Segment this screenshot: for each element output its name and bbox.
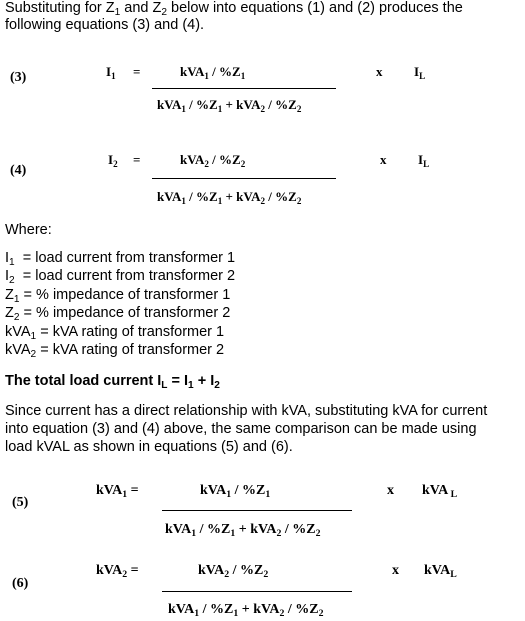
- fraction-denominator: $kVA_1 / \%Z_1 + kVA_2 / \%Z_2$: [165, 522, 321, 539]
- equation-lhs: kVA$_1$ =: [96, 483, 139, 500]
- definition-row: kVA$_2$ = kVA rating of transformer 2: [5, 342, 225, 360]
- fraction-bar: [152, 88, 336, 89]
- equation-rhs: kVA$_L$: [424, 563, 457, 580]
- times-sign: x: [387, 483, 394, 498]
- intro-line-1: [5, 0, 463, 17]
- fraction-numerator: $kVA_1 / \%Z_1$: [180, 64, 246, 81]
- intro-text: and Z: [120, 0, 162, 16]
- intro-text: below into equations (1) and (2) produces the: [167, 0, 463, 16]
- definition-row: $I_1$ = load current from transformer 1: [5, 250, 236, 268]
- subscript: 1: [114, 7, 121, 18]
- definition-row: $Z_1$ = % impedance of transformer 1: [5, 287, 231, 305]
- fraction-bar: [162, 510, 352, 511]
- fraction-numerator: $kVA_1 / \%Z_1$: [200, 483, 271, 500]
- equation-number: (5): [12, 495, 29, 510]
- intro-text: Substituting for Z: [5, 0, 115, 16]
- equation-lhs: $I_1$: [106, 64, 116, 81]
- fraction-numerator: $kVA_2 / \%Z_2$: [198, 563, 269, 580]
- equation-lhs: $I_2$: [108, 152, 118, 169]
- fraction-bar: [162, 591, 352, 592]
- paragraph-line: Since current has a direct relationship with kVA, substituting kVA for current: [5, 403, 488, 419]
- definition-row: kVA$_1$ = kVA rating of transformer 1: [5, 324, 225, 342]
- equation-lhs: kVA$_2$ =: [96, 563, 139, 580]
- paragraph-line: into equation (3) and (4) above, the same comparison can be made using: [5, 421, 477, 437]
- times-sign: x: [392, 563, 399, 578]
- equation-number: (6): [12, 576, 29, 591]
- equals-sign: =: [133, 64, 141, 79]
- fraction-denominator: $kVA_1 / \%Z_1 + kVA_2 / \%Z_2$: [168, 602, 324, 619]
- definition-row: $I_2$ = load current from transformer 2: [5, 268, 236, 286]
- equation-number: (4): [10, 163, 27, 178]
- definition-row: $Z_2$ = % impedance of transformer 2: [5, 305, 231, 323]
- fraction-denominator: $kVA_1 / \%Z_1 + kVA_2 / \%Z_2$: [157, 97, 302, 114]
- times-sign: x: [376, 64, 383, 79]
- equation-rhs: $I_L$: [418, 152, 430, 169]
- fraction-bar: [152, 178, 336, 179]
- fraction-denominator: $kVA_1 / \%Z_1 + kVA_2 / \%Z_2$: [157, 189, 302, 206]
- equals-sign: =: [133, 152, 141, 167]
- equation-number: (3): [10, 70, 27, 85]
- intro-line-2: following equations (3) and (4).: [5, 17, 205, 33]
- times-sign: x: [380, 152, 387, 167]
- equation-rhs: kVA $_L$: [422, 483, 458, 500]
- fraction-numerator: $kVA_2 / \%Z_2$: [180, 152, 246, 169]
- total-load-current: The total load current $I_L = I_1 + I_2$: [5, 373, 220, 391]
- subscript: 2: [161, 7, 167, 18]
- where-heading: Where:: [5, 222, 52, 238]
- equation-rhs: $I_L$: [414, 64, 426, 81]
- paragraph-line: load kVAL as shown in equations (5) and (6).: [5, 439, 293, 455]
